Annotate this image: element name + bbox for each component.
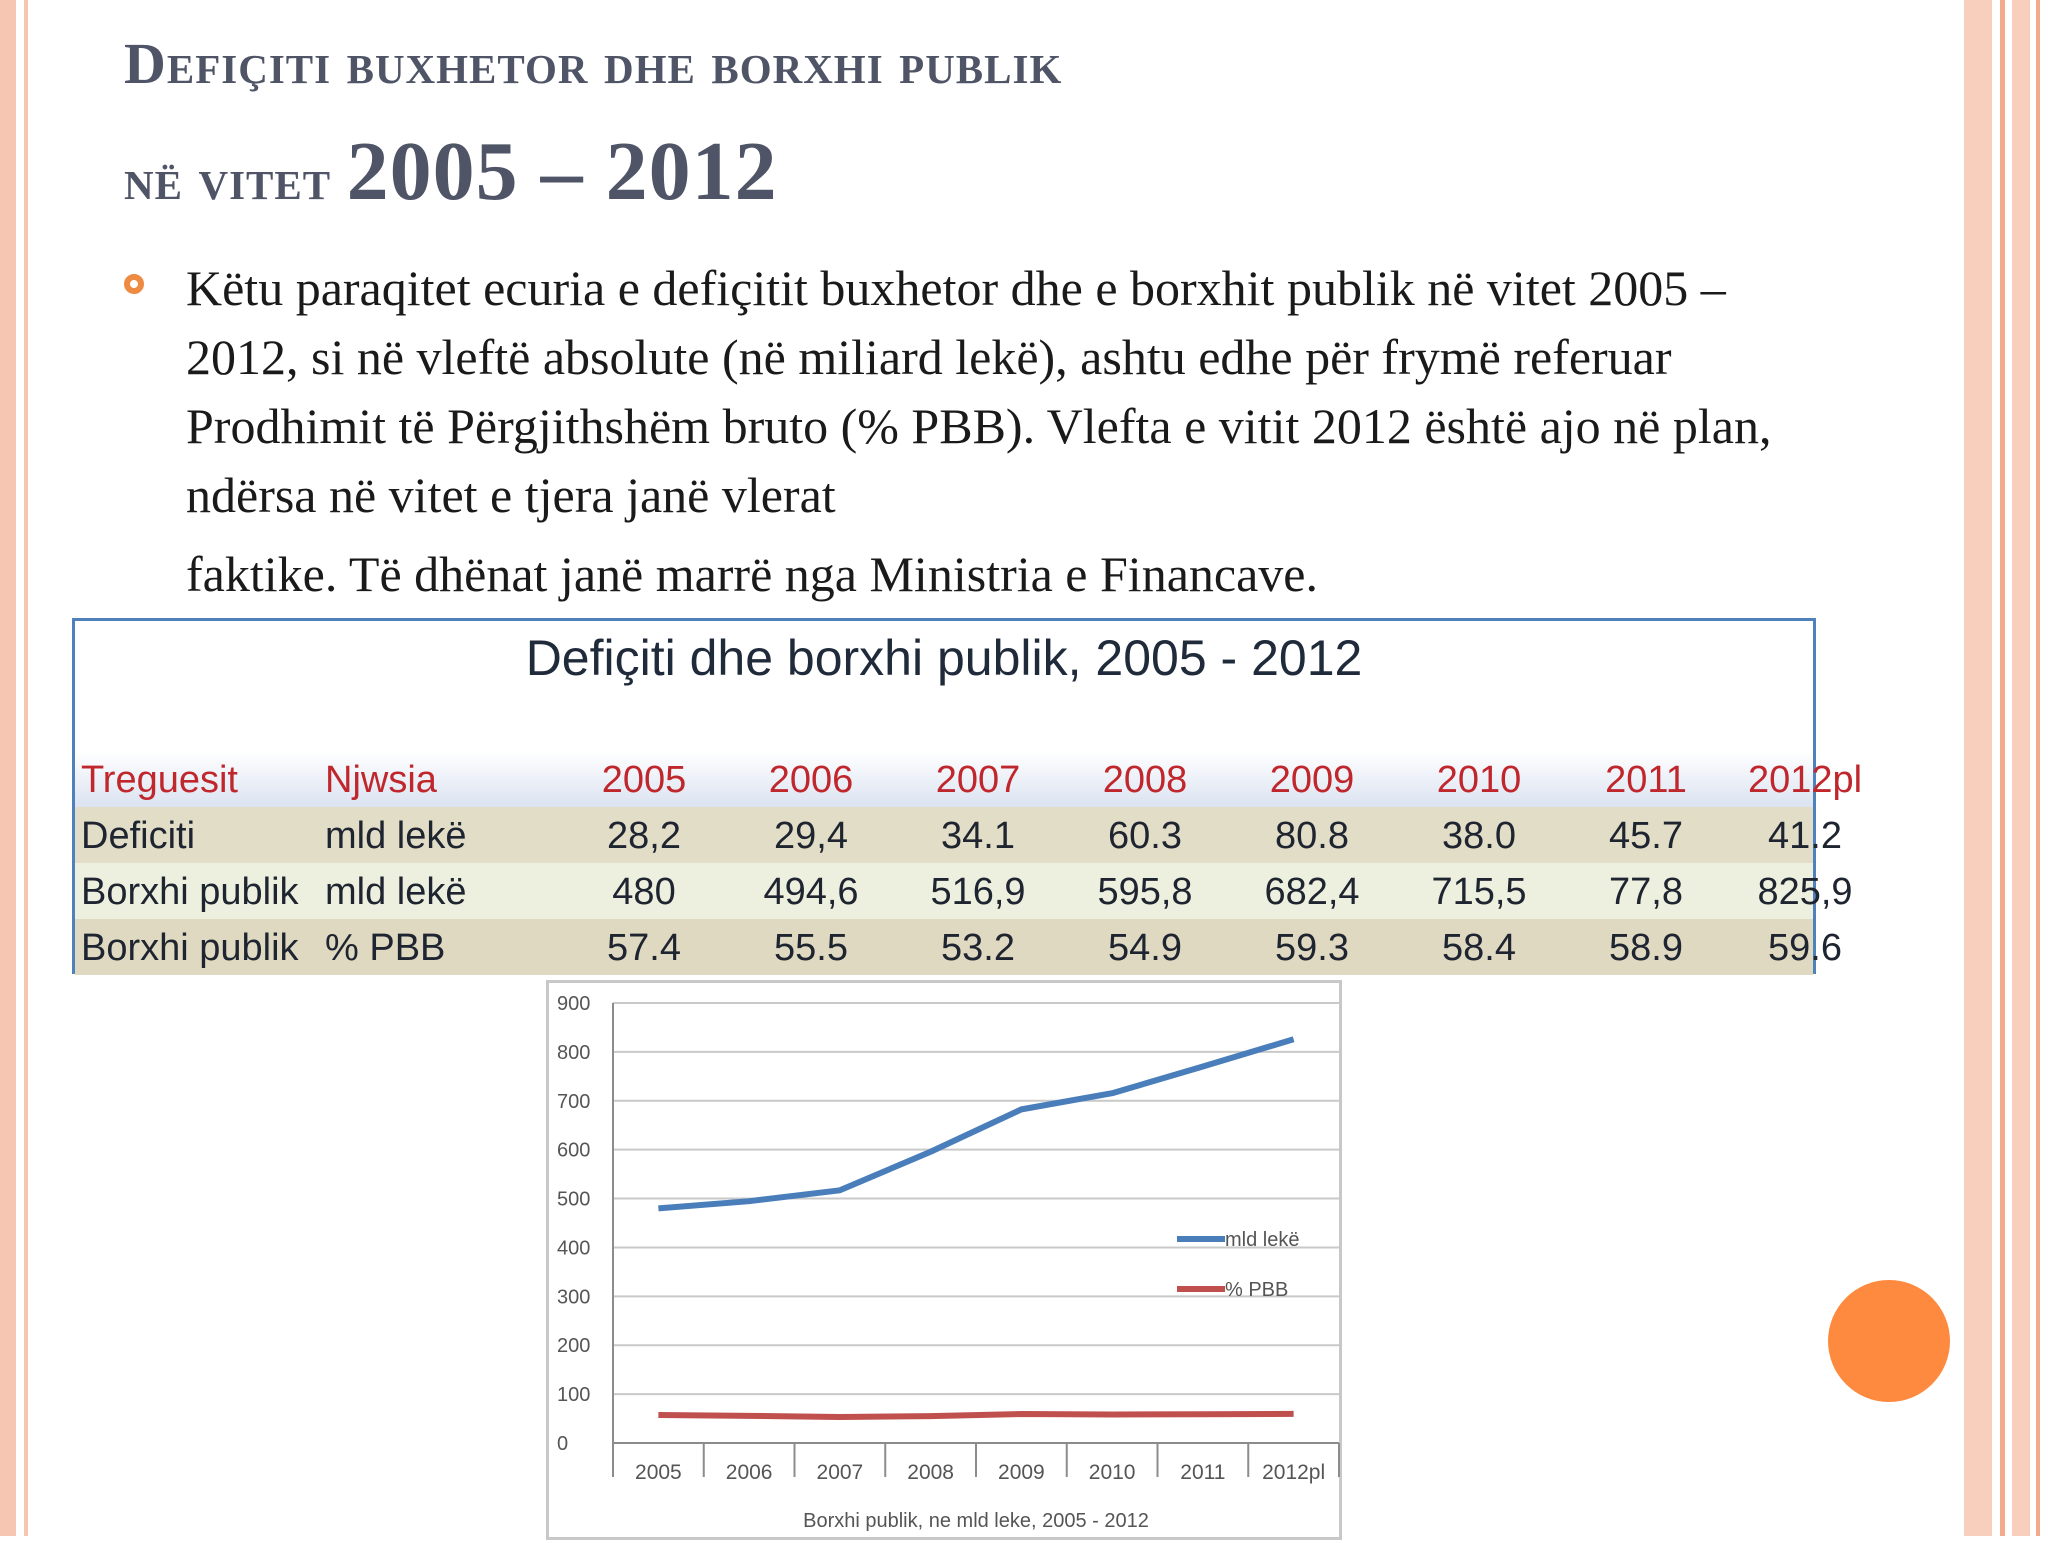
table-header-row (75, 751, 1863, 807)
chart-svg (549, 983, 1345, 1543)
table-cell: 77,8 (1609, 871, 1683, 913)
decorative-orange-circle (1828, 1280, 1950, 1402)
y-tick-label: 700 (557, 1090, 591, 1113)
table-header-cell: 2008 (1102, 759, 1188, 801)
table-cell: Borxhi publik (81, 927, 299, 969)
table-row (75, 863, 1853, 919)
table-cell: 516,9 (930, 871, 1026, 913)
table-cell: 29,4 (774, 815, 848, 857)
table-cell: Deficiti (81, 815, 196, 857)
table-cell: 59.6 (1768, 927, 1842, 969)
table-cell: 38.0 (1442, 815, 1516, 857)
table-header-cell: 2011 (1605, 759, 1687, 801)
x-tick-label: 2007 (816, 1461, 864, 1484)
table-cell: 28,2 (607, 815, 681, 857)
bullet-text-body: Këtu paraqitet ecuria e defiçitit buxhetor dhe e borxhit publik në vitet 2005 – 2012, si në vleftë absolute (në miliard lekë), ashtu edhe për frymë referuar Prodhimit të Përgjithshëm bruto (% PBB). Vlefta e vitit 2012 është ajo në plan, ndërsa në vitet e tjera janë vlerat (186, 260, 1772, 523)
y-tick-label: 100 (557, 1384, 591, 1407)
y-tick-label: 600 (557, 1139, 591, 1162)
table-cell: 825,9 (1757, 871, 1853, 913)
y-tick-label: 200 (557, 1335, 591, 1358)
x-tick-label: 2012pl (1262, 1461, 1326, 1484)
table-header-cell: 2009 (1269, 759, 1355, 801)
table-cell: mld lekë (325, 871, 467, 913)
table-cell: 60.3 (1108, 815, 1182, 857)
table-cell: 58.9 (1609, 927, 1683, 969)
slide-title (124, 10, 1924, 234)
table-title: Defiçiti dhe borxhi publik, 2005 - 2012 (525, 630, 1363, 686)
frame-left-line (24, 0, 28, 1536)
table-header-cell: 2012pl (1747, 759, 1863, 801)
frame-right-band-outer (2012, 0, 2030, 1536)
table-row (75, 807, 1842, 863)
x-tick-label: 2010 (1088, 1461, 1136, 1484)
slide-title-line2-prefix: në vitet (124, 147, 347, 212)
slide-title-years: 2005 – 2012 (346, 125, 778, 218)
x-tick-label: 2005 (635, 1461, 682, 1484)
table-cell: 55.5 (774, 927, 848, 969)
table-cell: 41.2 (1768, 815, 1842, 857)
y-tick-label: 800 (557, 1041, 591, 1064)
frame-right-line (2000, 0, 2005, 1536)
table-cell: 480 (612, 871, 676, 913)
legend-label: mld lekë (1225, 1229, 1300, 1251)
y-tick-label: 400 (557, 1237, 591, 1260)
table-cell: 34.1 (941, 815, 1015, 857)
debt-line-chart (546, 980, 1342, 1540)
frame-right-band (1964, 0, 1992, 1536)
x-tick-label: 2011 (1180, 1461, 1226, 1484)
table-row (75, 919, 1842, 975)
y-tick-label: 900 (557, 993, 591, 1015)
table-cell: 57.4 (607, 927, 681, 969)
frame-right-line-outer (2036, 0, 2040, 1536)
table-cell: 58.4 (1442, 927, 1516, 969)
frame-left-band (0, 0, 16, 1536)
table-cell: 80.8 (1275, 815, 1349, 857)
table-cell: Borxhi publik (81, 871, 299, 913)
data-table (72, 618, 1863, 974)
bullet-text-last-line: faktike. Të dhënat janë marrë nga Ministria e Financave. (186, 546, 1318, 602)
table-cell: mld lekë (325, 815, 467, 857)
table-cell: 54.9 (1108, 927, 1182, 969)
table-header-cell: 2006 (768, 759, 854, 801)
slide-title-line2 (124, 118, 1924, 234)
chart-title: Borxhi publik, ne mld leke, 2005 - 2012 (803, 1510, 1149, 1532)
x-tick-label: 2008 (907, 1461, 954, 1484)
x-tick-label: 2009 (998, 1461, 1045, 1484)
table-cell: 45.7 (1609, 815, 1683, 857)
bullet-circle-icon (124, 274, 144, 294)
table-cell: 595,8 (1097, 871, 1193, 913)
table-header-cell: Treguesit (81, 759, 238, 801)
table-cell: % PBB (325, 927, 446, 969)
table-header-cell: Njwsia (325, 759, 437, 801)
table-header-cell: 2007 (935, 759, 1021, 801)
series-line-2 (658, 1414, 1293, 1417)
y-tick-label: 300 (557, 1286, 591, 1309)
slide-title-line1: Defiçiti buxhetor dhe borxhi publik (124, 31, 1063, 96)
table-header-cell: 2005 (601, 759, 687, 801)
y-tick-label: 0 (557, 1433, 569, 1455)
series-line-1 (658, 1039, 1293, 1208)
legend-label: % PBB (1225, 1279, 1289, 1301)
table-cell: 682,4 (1264, 871, 1360, 913)
y-tick-label: 500 (557, 1188, 591, 1211)
table-cell: 53.2 (941, 927, 1015, 969)
table-cell: 59.3 (1275, 927, 1349, 969)
table-header-cell: 2010 (1436, 759, 1522, 801)
table-cell: 715,5 (1431, 871, 1527, 913)
x-tick-label: 2006 (725, 1461, 773, 1484)
table-cell: 494,6 (763, 871, 859, 913)
bullet-text (186, 254, 1786, 609)
